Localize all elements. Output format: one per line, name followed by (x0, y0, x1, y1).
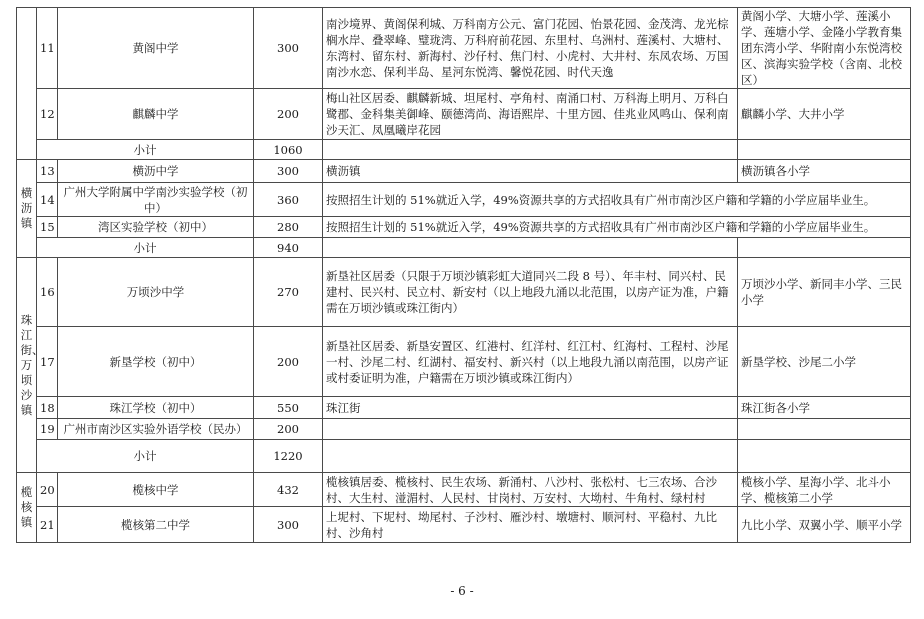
primary-schools: 九比小学、双翼小学、顺平小学 (738, 507, 911, 543)
subtotal-label: 小计 (37, 440, 254, 473)
subtotal-row (17, 238, 911, 258)
school-name: 广州大学附属中学南沙实验学校（初中） (58, 183, 254, 217)
table-row (17, 89, 911, 140)
town-cell (17, 473, 37, 543)
primary-schools: 横沥镇各小学 (738, 160, 911, 183)
row-number: 20 (37, 473, 58, 507)
enrollment-count: 432 (254, 473, 323, 507)
enrollment-count: 200 (254, 327, 323, 397)
school-name: 万顷沙中学 (58, 258, 254, 327)
service-area: 新垦社区居委（只限于万顷沙镇彩虹大道同兴二段 8 号）、年丰村、同兴村、民建村、民兴村、民立村、新安村（以上地段九涌以北范围，以房产证为准，户籍需在万顷沙镇或珠江街内） (323, 258, 738, 327)
subtotal-value: 1060 (254, 140, 323, 160)
service-area: 上坭村、下坭村、坳尾村、子沙村、雁沙村、墩塘村、顺河村、平稳村、九比村、沙角村 (323, 507, 738, 543)
school-name: 横沥中学 (58, 160, 254, 183)
table-row (17, 217, 911, 238)
primary-schools: 万顷沙小学、新同丰小学、三民小学 (738, 258, 911, 327)
enrollment-table (16, 7, 911, 543)
empty-cell (738, 140, 911, 160)
service-area: 南沙境界、黄阁保利城、万科南方公元、富门花园、怡景花园、金茂湾、龙光棕榈水岸、叠翠峰、璧珑湾、万科府前花园、东里村、乌洲村、莲溪村、大塘村、东湾村、留东村、新海村、沙仔村、焦门村、小虎村、大井村、东凤农场、万国南沙水恋、保利半岛、星河东悦湾、馨悦花园、时代天逸 (323, 8, 738, 89)
school-name: 麒麟中学 (58, 89, 254, 140)
school-name: 黄阁中学 (58, 8, 254, 89)
enrollment-count: 270 (254, 258, 323, 327)
primary-schools: 珠江街各小学 (738, 397, 911, 419)
service-area: 榄核镇居委、榄核村、民生农场、新涌村、八沙村、张松村、七三农场、合沙村、大生村、湴湄村、人民村、甘岗村、万安村、大坳村、牛角村、绿村村 (323, 473, 738, 507)
school-name: 榄核第二中学 (58, 507, 254, 543)
service-area (323, 419, 738, 440)
empty-cell (323, 238, 738, 258)
row-number: 18 (37, 397, 58, 419)
enrollment-count: 300 (254, 507, 323, 543)
row-number: 15 (37, 217, 58, 238)
primary-schools (738, 419, 911, 440)
school-name: 新垦学校（初中） (58, 327, 254, 397)
primary-schools: 黄阁小学、大塘小学、莲溪小学、莲塘小学、金隆小学教育集团东湾小学、华附南小东悦湾校区、滨海实验学校（含南、北校区） (738, 8, 911, 89)
table-row (17, 160, 911, 183)
service-area: 梅山社区居委、麒麟新城、坦尾村、亭角村、南涌口村、万科海上明月、万科白鹭郡、金科集美御峰、颐德湾尚、海语熙岸、十里方园、佳兆业风鸣山、保利南沙天汇、凤凰曦岸花园 (323, 89, 738, 140)
subtotal-row (17, 440, 911, 473)
admission-note: 按照招生计划的 51%就近入学，49%资源共享的方式招收具有广州市南沙区户籍和学籍的小学应届毕业生。 (323, 217, 911, 238)
table-row (17, 183, 911, 217)
row-number: 19 (37, 419, 58, 440)
row-number: 21 (37, 507, 58, 543)
town-name: 横沥镇 (20, 186, 33, 230)
enrollment-count: 300 (254, 160, 323, 183)
town-name: 珠江街、万顷沙镇 (20, 312, 44, 417)
row-number: 16 (37, 258, 58, 327)
primary-schools: 新垦学校、沙尾二小学 (738, 327, 911, 397)
table-row (17, 8, 911, 89)
subtotal-value: 1220 (254, 440, 323, 473)
page-number: - 6 - (450, 584, 474, 598)
enrollment-count: 300 (254, 8, 323, 89)
subtotal-label: 小计 (37, 238, 254, 258)
empty-cell (323, 440, 738, 473)
town-cell (17, 160, 37, 258)
town-cell (17, 258, 44, 473)
service-area: 横沥镇 (323, 160, 738, 183)
table-row (17, 397, 911, 419)
subtotal-label: 小计 (37, 140, 254, 160)
table-row (17, 507, 911, 543)
table-row (17, 419, 911, 440)
empty-cell (738, 238, 911, 258)
town-name: 榄核镇 (20, 485, 33, 529)
school-name: 广州市南沙区实验外语学校（民办） (58, 419, 254, 440)
admission-note: 按照招生计划的 51%就近入学，49%资源共享的方式招收具有广州市南沙区户籍和学籍的小学应届毕业生。 (323, 183, 911, 217)
empty-cell (323, 140, 738, 160)
row-number: 13 (37, 160, 58, 183)
enrollment-count: 280 (254, 217, 323, 238)
table-row (17, 327, 911, 397)
row-number: 12 (37, 89, 58, 140)
enrollment-count: 200 (254, 419, 323, 440)
enrollment-count: 200 (254, 89, 323, 140)
town-cell (17, 8, 37, 160)
row-number: 11 (37, 8, 58, 89)
table-row (17, 258, 911, 327)
school-name: 湾区实验学校（初中） (58, 217, 254, 238)
subtotal-value: 940 (254, 238, 323, 258)
enrollment-count: 550 (254, 397, 323, 419)
table-row (17, 473, 911, 507)
enrollment-count: 360 (254, 183, 323, 217)
primary-schools: 榄核小学、星海小学、北斗小学、榄核第二小学 (738, 473, 911, 507)
empty-cell (738, 440, 911, 473)
school-name: 榄核中学 (58, 473, 254, 507)
school-name: 珠江学校（初中） (58, 397, 254, 419)
subtotal-row (17, 140, 911, 160)
row-number: 17 (37, 327, 58, 397)
service-area: 新垦社区居委、新垦安置区、红港村、红洋村、红江村、红海村、工程村、沙尾一村、沙尾二村、红湖村、福安村、新兴村（以上地段九涌以南范围，以房产证或村委证明为准，户籍需在万顷沙镇或珠江街内） (323, 327, 738, 397)
service-area: 珠江街 (323, 397, 738, 419)
row-number: 14 (37, 183, 58, 217)
primary-schools: 麒麟小学、大井小学 (738, 89, 911, 140)
